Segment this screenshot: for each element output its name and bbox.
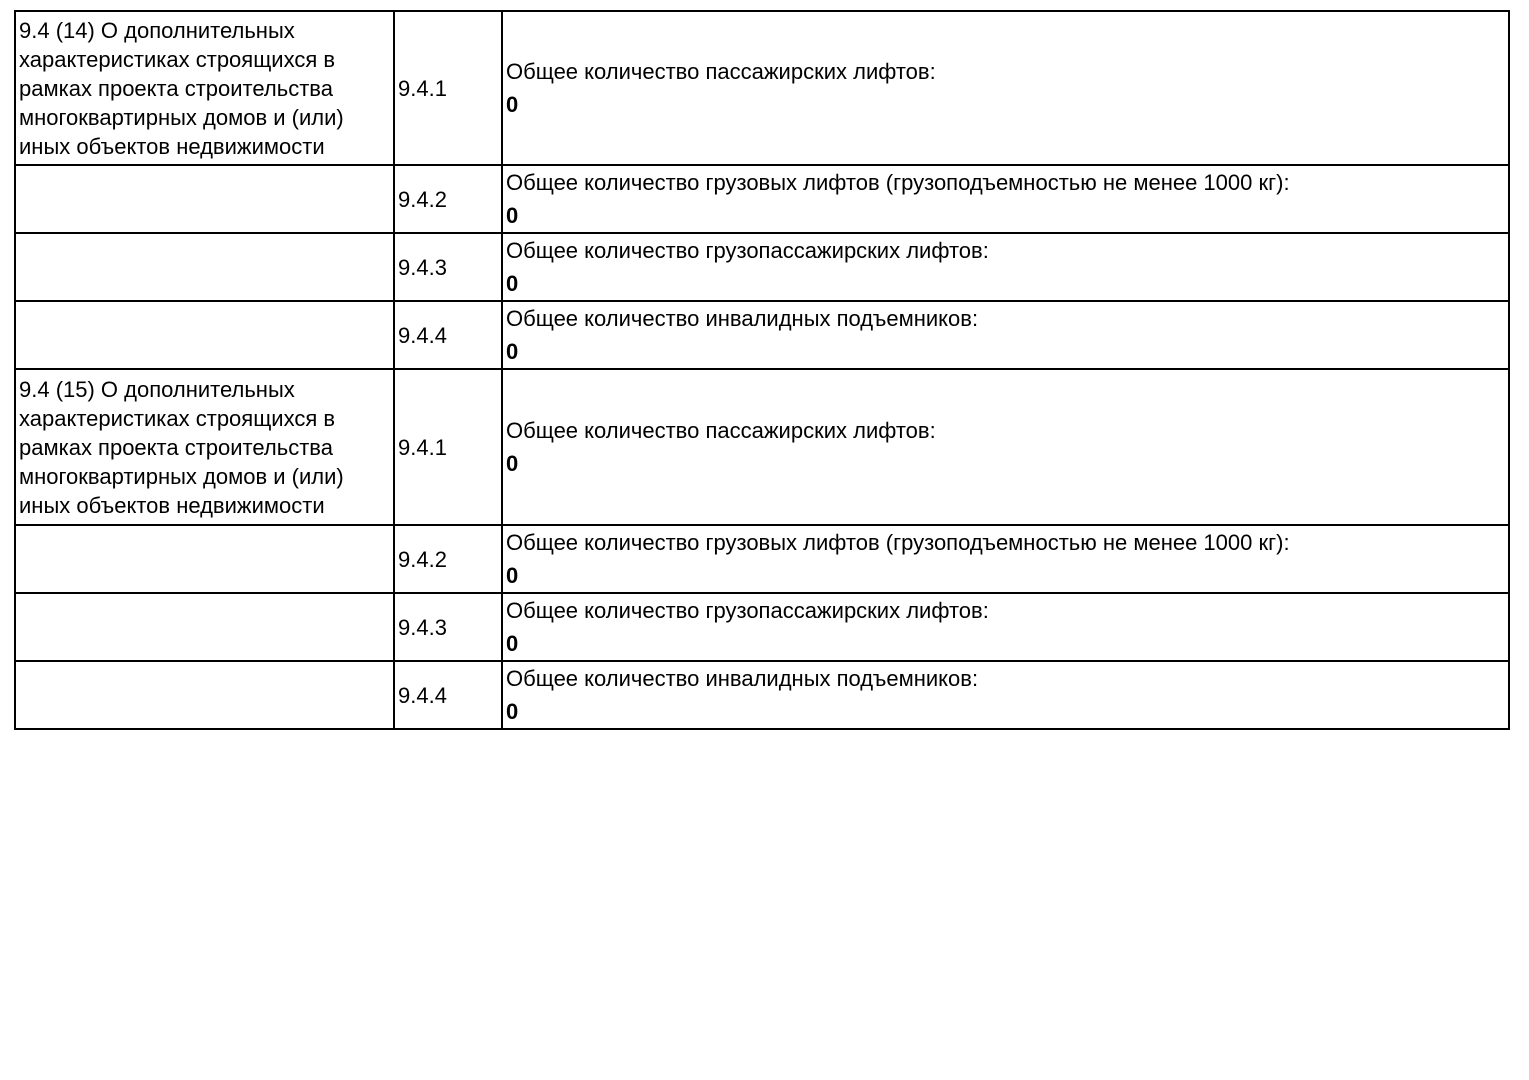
item-label: Общее количество грузопассажирских лифтов: [506, 598, 989, 623]
item-desc-cell [502, 301, 1509, 369]
item-desc-cell [502, 11, 1509, 165]
item-label: Общее количество пассажирских лифтов: [506, 418, 936, 443]
section-empty-cell [15, 233, 394, 301]
section-empty-cell [15, 301, 394, 369]
table-row [15, 525, 1509, 593]
table-row [15, 593, 1509, 661]
table-row [15, 233, 1509, 301]
item-value: 0 [506, 563, 519, 588]
item-desc-cell [502, 233, 1509, 301]
item-number-cell: 9.4.4 [394, 661, 502, 729]
section-title-cell: 9.4 (15) О дополнительных характеристиках строящихся в рамках проекта строительства многоквартирных домов и (или) иных объектов недвижимости [15, 369, 394, 525]
section-empty-cell [15, 525, 394, 593]
item-number-cell: 9.4.2 [394, 525, 502, 593]
item-number-cell: 9.4.1 [394, 369, 502, 525]
item-label: Общее количество инвалидных подъемников: [506, 666, 979, 691]
item-number-cell: 9.4.4 [394, 301, 502, 369]
item-number-cell: 9.4.3 [394, 593, 502, 661]
declaration-table [14, 10, 1510, 730]
section-empty-cell [15, 661, 394, 729]
item-value: 0 [506, 699, 519, 724]
item-value: 0 [506, 203, 519, 228]
item-desc-cell [502, 525, 1509, 593]
table-row [15, 11, 1509, 165]
item-desc-cell [502, 661, 1509, 729]
table-row [15, 301, 1509, 369]
table-row [15, 369, 1509, 525]
section-empty-cell [15, 165, 394, 233]
item-desc-cell [502, 165, 1509, 233]
section-title-cell: 9.4 (14) О дополнительных характеристиках строящихся в рамках проекта строительства многоквартирных домов и (или) иных объектов недвижимости [15, 11, 394, 165]
item-value: 0 [506, 451, 519, 476]
item-desc-cell [502, 593, 1509, 661]
item-value: 0 [506, 339, 519, 364]
item-label: Общее количество инвалидных подъемников: [506, 306, 979, 331]
item-desc-cell [502, 369, 1509, 525]
item-value: 0 [506, 92, 519, 117]
item-number-cell: 9.4.1 [394, 11, 502, 165]
item-number-cell: 9.4.3 [394, 233, 502, 301]
table-row [15, 661, 1509, 729]
table-row [15, 165, 1509, 233]
item-value: 0 [506, 631, 519, 656]
item-value: 0 [506, 271, 519, 296]
section-empty-cell [15, 593, 394, 661]
item-label: Общее количество пассажирских лифтов: [506, 59, 936, 84]
item-label: Общее количество грузовых лифтов (грузоподъемностью не менее 1000 кг): [506, 170, 1290, 195]
item-number-cell: 9.4.2 [394, 165, 502, 233]
item-label: Общее количество грузовых лифтов (грузоподъемностью не менее 1000 кг): [506, 530, 1290, 555]
item-label: Общее количество грузопассажирских лифтов: [506, 238, 989, 263]
